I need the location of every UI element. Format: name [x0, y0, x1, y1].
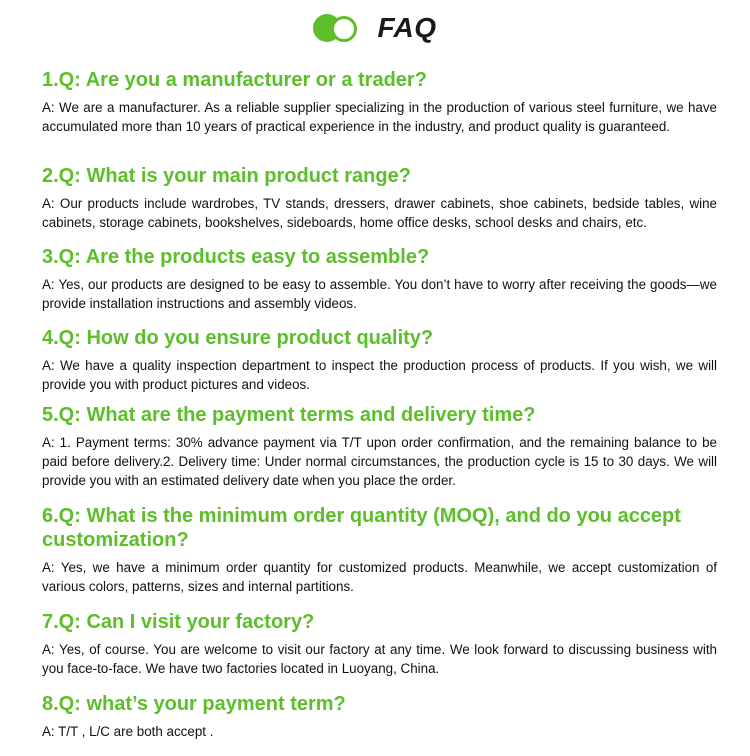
faq-answer: A: 1. Payment terms: 30% advance payment via T/T upon order confirmation, and the remaining balance to be paid before delivery.2. Delivery time: Under normal circumstances, the production cycle is 15 to 30 days. We will provide you with an estimated delivery date when you place the order.: [42, 435, 717, 488]
faq-answer: A: Yes, our products are designed to be easy to assemble. You don’t have to worry after receiving the goods—we provide installation instructions and assembly videos.: [42, 277, 717, 311]
faq-question: 5.Q: What are the payment terms and delivery time?: [42, 404, 536, 426]
faq-item-5: [42, 403, 717, 490]
faq-item-4: [42, 326, 717, 394]
faq-answer: A: Yes, we have a minimum order quantity for customized products. Meanwhile, we accept customization of various colors, patterns, sizes and internal partitions.: [42, 560, 717, 594]
faq-item-3: [42, 245, 717, 313]
faq-question: 3.Q: Are the products easy to assemble?: [42, 246, 430, 268]
faq-question: 4.Q: How do you ensure product quality?: [42, 327, 434, 349]
faq-question: 6.Q: What is the minimum order quantity (MOQ), and do you accept customization?: [42, 505, 681, 551]
faq-answer: A: We are a manufacturer. As a reliable supplier specializing in the production of various steel furniture, we have accumulated more than 10 years of practical experience in the industry, and product quality is guaranteed.: [42, 100, 717, 134]
faq-answer: A: Our products include wardrobes, TV stands, dressers, drawer cabinets, shoe cabinets, bedside tables, wine cabinets, storage cabinets, bookshelves, sideboards, home office desks, school desks and chairs, etc.: [42, 196, 717, 230]
faq-question: 8.Q: what’s your payment term?: [42, 693, 346, 715]
faq-item-7: [42, 610, 717, 678]
faq-question: 2.Q: What is your main product range?: [42, 165, 411, 187]
faq-item-6: [42, 504, 717, 596]
page-title: FAQ: [377, 12, 437, 43]
faq-answer: A: Yes, of course. You are welcome to visit our factory at any time. We look forward to discussing business with you face-to-face. We have two factories located in Luoyang, China.: [42, 642, 717, 676]
faq-answer: A: We have a quality inspection department to inspect the production process of products. If you wish, we will provide you with product pictures and videos.: [42, 358, 717, 392]
faq-question: 1.Q: Are you a manufacturer or a trader?: [42, 69, 427, 91]
faq-item-1: [42, 68, 717, 136]
page-header: [0, 8, 750, 48]
faq-question: 7.Q: Can I visit your factory?: [42, 611, 315, 633]
faq-answer: A: T/T , L/C are both accept .: [42, 724, 214, 739]
toggle-circles-icon: [313, 13, 359, 43]
faq-item-8: [42, 692, 717, 741]
faq-item-2: [42, 164, 717, 232]
